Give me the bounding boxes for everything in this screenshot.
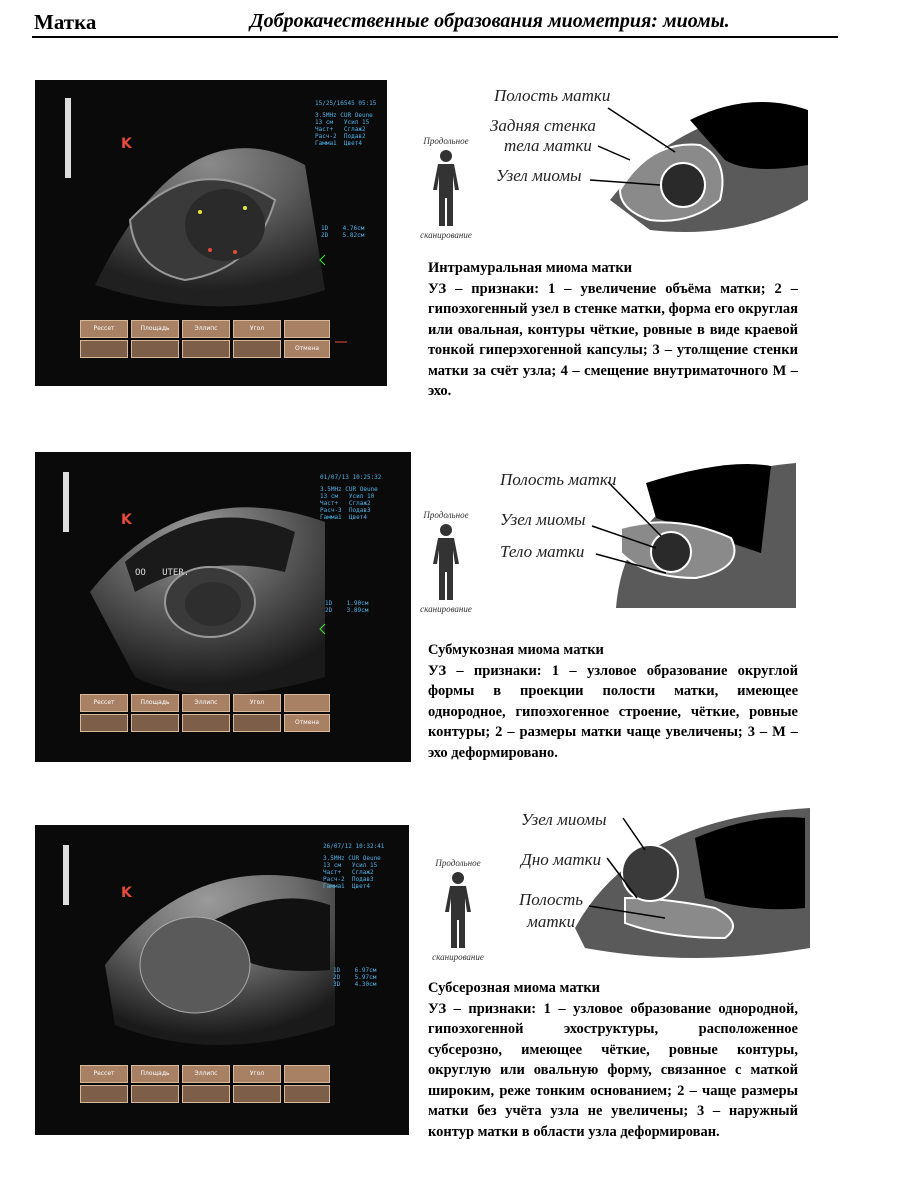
us-settings: 3.5MHz CUR Oeune 13 см Усил 15 Част+ Сглаж2 Расч-2 Подав2 Гамма1 Цвет4 [315,112,373,147]
us-key-ellipse: Эллипс [182,1065,230,1083]
us-date: 26/07/12 10:32:41 [323,843,385,850]
us-key-blank [131,1085,179,1103]
scan-orientation-3 [426,858,490,962]
description-1 [428,258,798,402]
us-measurements: 1D 4.76см 2D 5.82см [321,225,365,239]
us-key-ellipse: Эллипс [182,694,230,712]
body-silhouette-icon [440,870,476,950]
scan-orientation-1 [414,136,478,240]
us-key-cancel: Отмена [284,340,330,358]
us-key-blank [233,1085,281,1103]
us-key-blank [131,714,179,732]
page-title: Доброкачественные образования миометрия: миомы. [250,10,730,32]
scan-caption-top: Продольное [435,858,481,868]
us-key-blank [284,1065,330,1083]
diagram-label: Узел миомы [521,810,607,829]
us-key-cancel: Отмена [284,714,330,732]
diagram-label: Полость [519,890,584,909]
us-measurements: 1D 6.97см 2D 5.97см 3D 4.30см [333,967,377,988]
us-date: 15/25/16545 05:15 [315,100,377,107]
scan-caption-bottom: сканирование [420,604,472,614]
us-key-area: Площадь [131,694,179,712]
us-key-area: Площадь [131,1065,179,1083]
us-key-blank [80,714,128,732]
us-key-blank [131,340,179,358]
us-key-angle: Угол [233,694,281,712]
us-key-blank [284,320,330,338]
ultrasound-image-1 [35,80,387,386]
us-key-area: Площадь [131,320,179,338]
us-key-blank [80,1085,128,1103]
us-key-blank [233,714,281,732]
description-title: Субсерозная миома матки [428,980,601,996]
scan-caption-top: Продольное [423,136,469,146]
us-key-blank [284,1085,330,1103]
us-key-blank [182,1085,230,1103]
scan-caption-bottom: сканирование [420,230,472,240]
us-key-blank [182,340,230,358]
description-title: Субмукозная миома матки [428,642,604,658]
us-settings: 3.5MHz CUR Oeune 13 см Усил 15 Част+ Сглаж2 Расч-2 Подав3 Гамма1 Цвет4 [323,855,381,890]
us-date: 01/07/13 10:25:32 [320,474,382,481]
page-header [32,6,838,38]
anatomy-diagram-3 [515,798,825,968]
us-key-blank [182,714,230,732]
scan-caption-bottom: сканирование [432,952,484,962]
us-key-ellipse: Эллипс [182,320,230,338]
description-text: УЗ – признаки: 1 – узловое образование округлой формы в проекции полости матки, имеющее однородное, гипоэхогенное строение, чёткие, ровные контуры; 2 – размеры матки чаще увеличены; 3 – М – эхо деформировано. [428,662,798,761]
us-key-reset: Рессет [80,694,128,712]
diagram-label: Дно матки [521,850,602,869]
description-3 [428,978,798,1142]
us-key-angle: Угол [233,1065,281,1083]
description-2 [428,640,798,763]
svg-text:K: K [121,885,132,901]
diagram-label: тела матки [504,136,592,155]
diagram-label: Задняя стенка [490,116,596,135]
anatomy-diagram-1 [490,80,830,240]
us-key-reset: Рессет [80,1065,128,1083]
diagram-label: Тело матки [500,542,585,561]
diagram-label: матки [527,912,576,931]
diagram-label: Полость матки [494,86,611,105]
anatomy-diagram-2 [496,458,826,618]
section-title: Матка [34,10,97,34]
scan-orientation-2 [414,510,478,614]
svg-text:K: K [121,136,132,152]
diagram-label: Полость матки [500,470,617,489]
us-key-blank [284,694,330,712]
body-silhouette-icon [428,522,464,602]
ultrasound-image-3 [35,825,409,1135]
description-text: УЗ – признаки: 1 – увеличение объёма матки; 2 – гипоэхогенный узел в стенке матки, форма его округлая или овальная, контуры чёткие, ровные в виде краевой тонкой гиперэхогенной капсулы; 3 – утолщение стенки матки за счёт узла; 4 – смещение внутриматочного М – эхо. [428,280,798,399]
us-annotation: OO UTER. [135,568,190,578]
body-silhouette-icon [428,148,464,228]
svg-text:K: K [121,512,132,528]
us-key-blank [80,340,128,358]
us-key-reset: Рессет [80,320,128,338]
description-text: УЗ – признаки: 1 – узловое образование однородной, гипоэхогенной эхоструктуры, расположенное субсерозно, имеющее чёткие, ровные контуры, округлую или овальную форму, связанное с маткой широким, реже тонким основанием; 2 – чаще размеры матки без учёта узла не увеличены; 3 – наружный контур матки в области узла деформирован. [428,1000,798,1140]
scan-caption-top: Продольное [423,510,469,520]
diagram-label: Узел миомы [500,510,586,529]
ultrasound-image-2 [35,452,411,762]
us-key-blank [233,340,281,358]
us-settings: 3.5MHz CUR Oeune 13 см Усил 10 Част+ Сглаж2 Расч-3 Подав3 Гамма1 Цвет4 [320,486,378,521]
diagram-label: Узел миомы [496,166,582,185]
us-key-angle: Угол [233,320,281,338]
description-title: Интрамуральная миома матки [428,260,633,276]
us-measurements: 1D 1.90см 2D 3.89см [325,600,369,614]
